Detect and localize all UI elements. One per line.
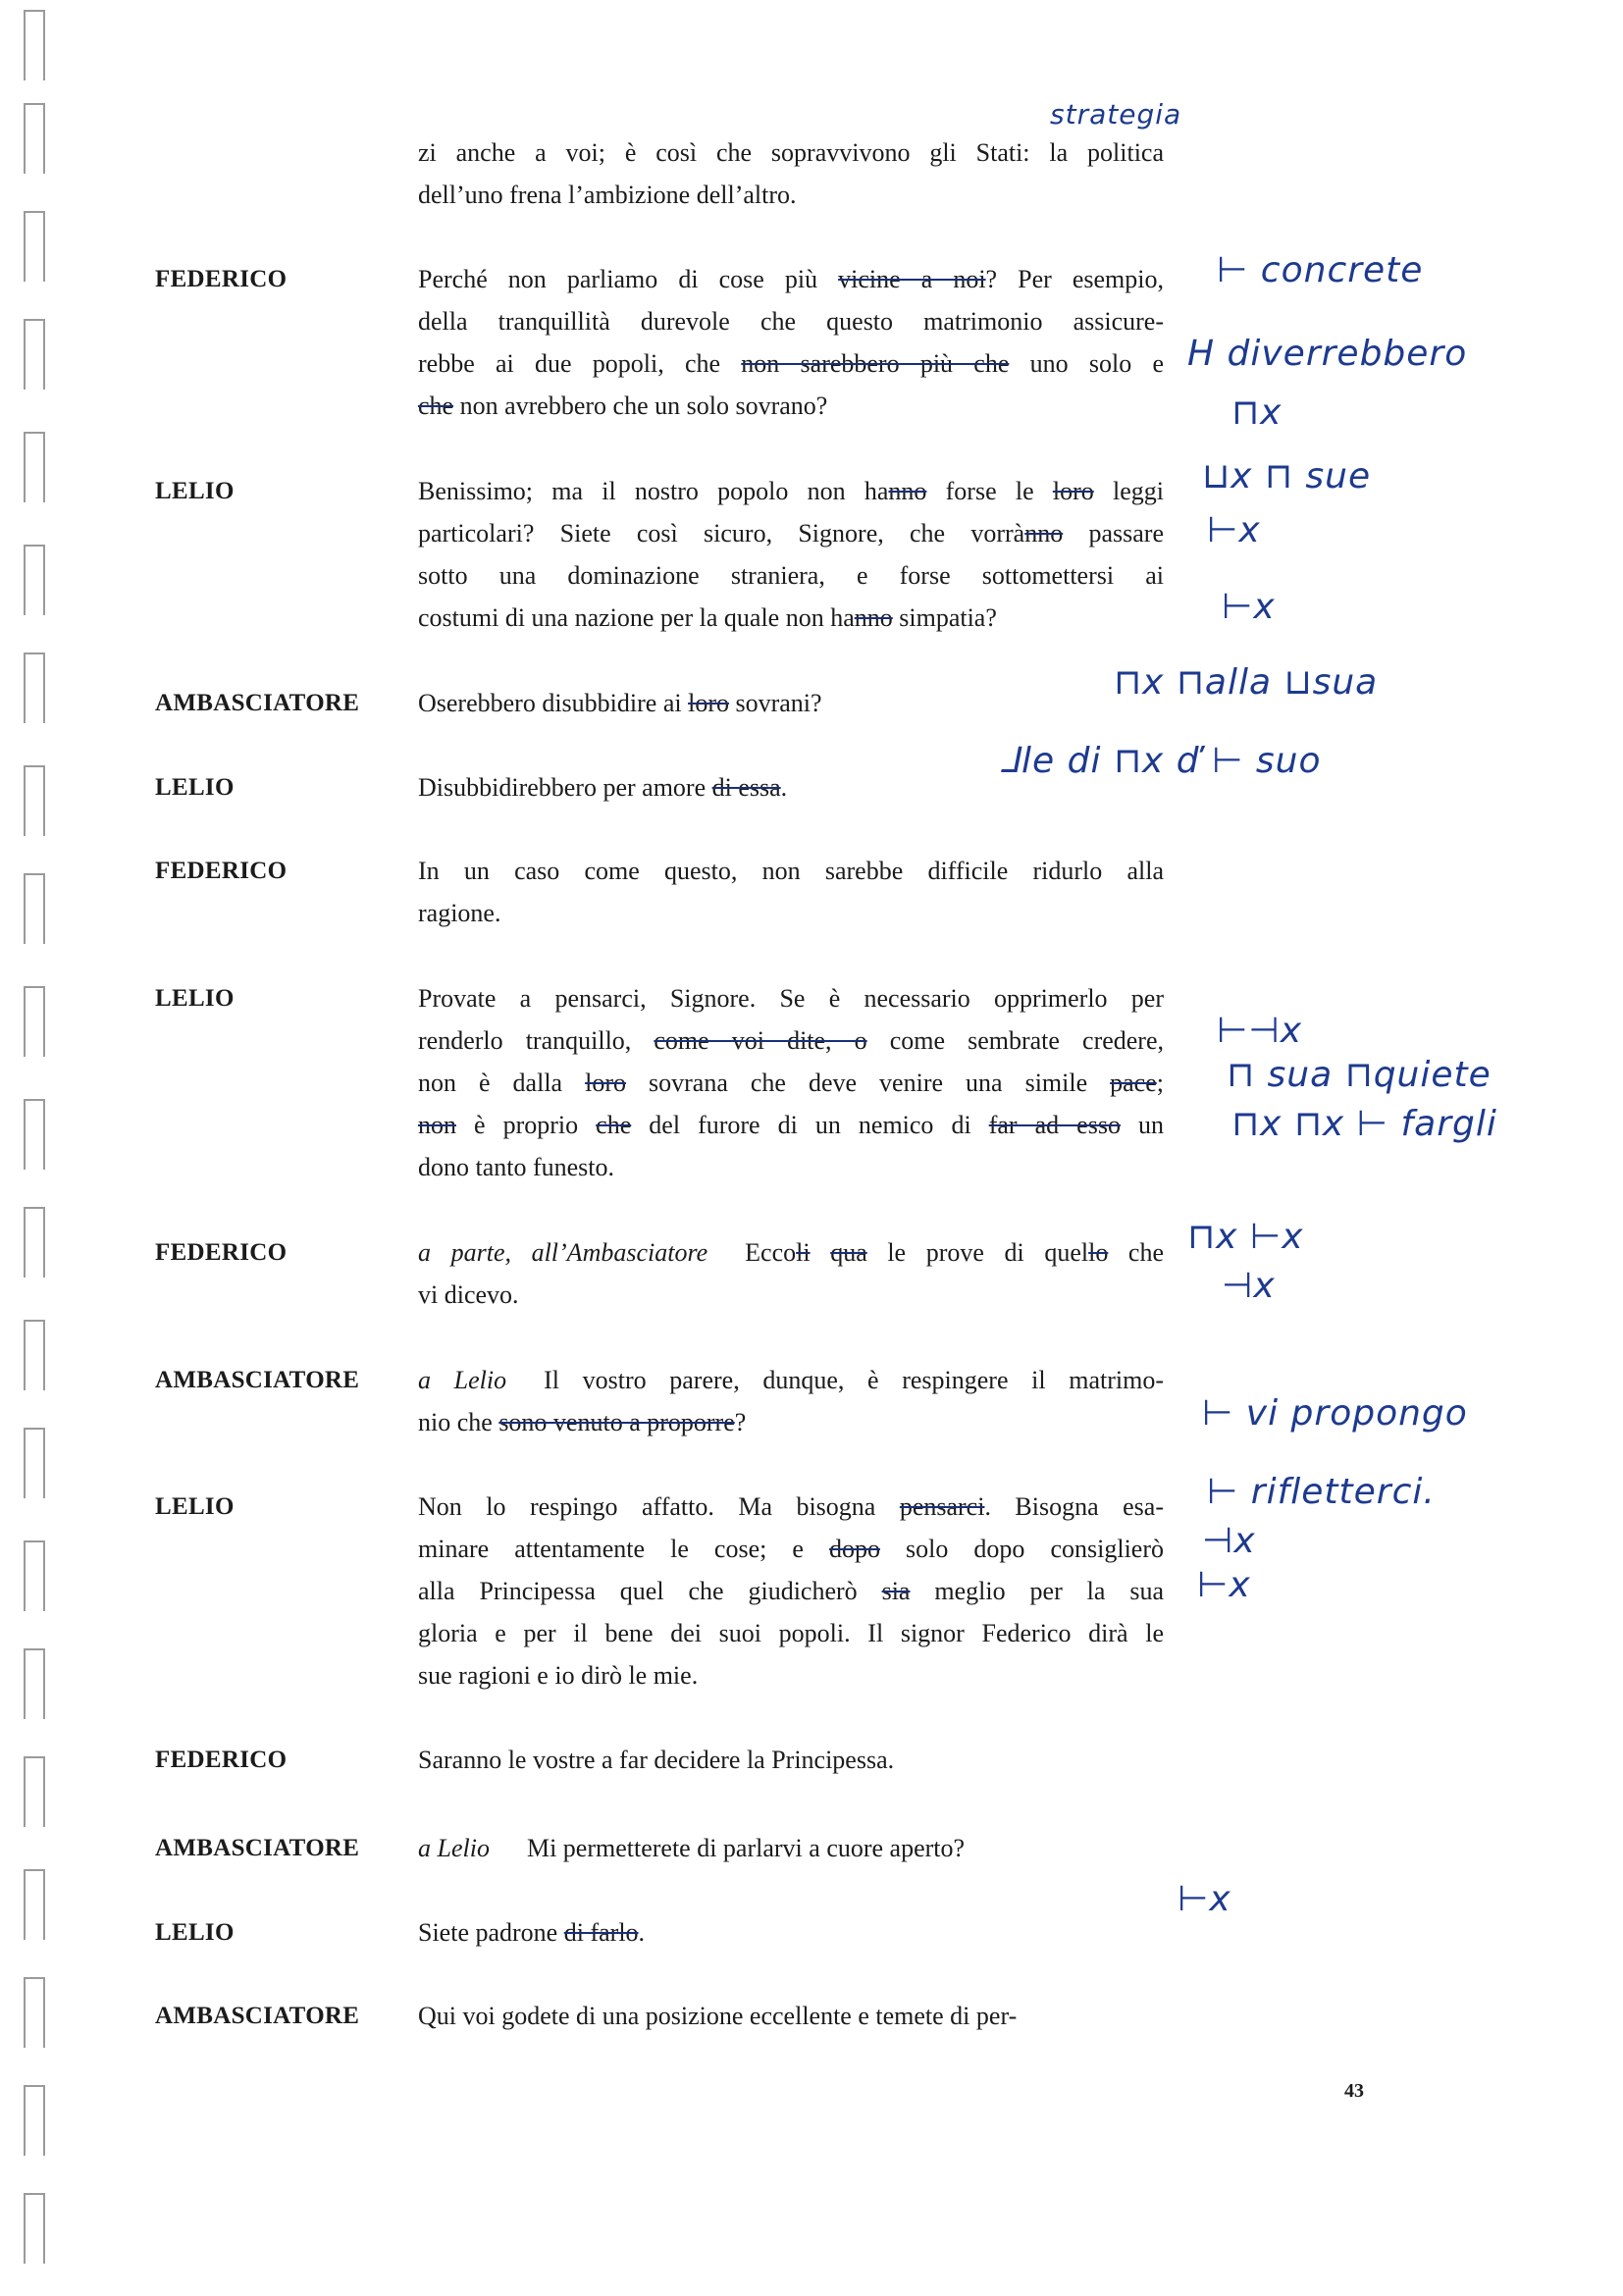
struck-text: non: [418, 1111, 456, 1139]
text-segment: .: [780, 773, 788, 802]
binding-hole-mark: [24, 1320, 45, 1390]
text-segment: sovrani?: [728, 689, 822, 717]
dialogue-text: [418, 470, 1164, 639]
handwritten-note: ⊢x: [1207, 510, 1261, 550]
struck-text: loro: [688, 689, 729, 717]
dialogue-text: [418, 1486, 1164, 1696]
text-segment: come sembrate credere,: [866, 1026, 1165, 1055]
text-line: [418, 597, 1164, 639]
text-line: [418, 131, 1164, 174]
struck-text: non sarebbero più che: [741, 349, 1010, 378]
text-segment: sovrana che deve venire una simile: [626, 1069, 1111, 1097]
text-line: [418, 1654, 1164, 1696]
text-segment: Provate a pensarci, Signore. Se è necessario opprimerlo per: [418, 984, 1164, 1013]
handwritten-note: ⊢ vi propongo: [1202, 1393, 1468, 1434]
text-segment: . Bisogna esa-: [984, 1492, 1164, 1521]
dialogue-text: [418, 1911, 1164, 1954]
handwritten-note: ⊓x ⊓x ⊢ fargli: [1231, 1104, 1497, 1144]
text-line: [418, 1274, 1164, 1316]
handwritten-note: ⊣x: [1202, 1521, 1256, 1561]
text-segment: della tranquillità durevole che questo matrimonio assicure-: [418, 307, 1164, 336]
text-segment: Mi permetterete di parlarvi a cuore aperto?: [526, 1834, 966, 1862]
dialogue-text: [418, 682, 1164, 724]
text-segment: leggi: [1093, 477, 1164, 505]
text-segment: ragione.: [418, 899, 501, 927]
dialogue-text: [418, 131, 1164, 216]
binding-hole-mark: [24, 103, 45, 174]
text-line: [418, 1359, 1164, 1401]
dialogue-text: [418, 258, 1164, 427]
text-segment: Non lo respingo affatto. Ma bisogna: [418, 1492, 900, 1521]
binding-hole-mark: [24, 10, 45, 80]
handwritten-note: ⊢⊣x: [1217, 1011, 1303, 1051]
text-segment: le prove di quel: [866, 1238, 1089, 1267]
struck-text: nno: [1024, 519, 1064, 548]
text-segment: simpatia?: [892, 603, 997, 632]
binding-hole-mark: [24, 1869, 45, 1940]
text-segment: sotto una dominazione straniera, e forse sottomettersi ai: [418, 561, 1164, 590]
text-segment: gloria e per il bene dei suoi popoli. Il signor Federico dirà le: [418, 1619, 1164, 1647]
text-line: [418, 1612, 1164, 1654]
text-segment: Disubbidirebbero per amore: [418, 773, 712, 802]
text-line: [418, 1062, 1164, 1104]
text-line: [418, 174, 1164, 216]
binding-hole-mark: [24, 1648, 45, 1719]
handwritten-note: ⊣x: [1222, 1266, 1276, 1306]
text-line: [418, 892, 1164, 934]
binding-hole-mark: [24, 2085, 45, 2156]
text-line: [418, 1019, 1164, 1062]
struck-text: far ad esso: [988, 1111, 1121, 1139]
dialogue-text: [418, 1231, 1164, 1316]
struck-text: pensarci: [899, 1492, 985, 1521]
text-segment: che: [1108, 1238, 1165, 1267]
struck-text: di essa: [711, 773, 781, 802]
text-segment: particolari? Siete così sicuro, Signore, che vorrà: [418, 519, 1025, 548]
text-line: [418, 385, 1164, 427]
handwritten-note: ⊔x ⊓ sue: [1202, 456, 1372, 496]
text-line: [418, 1528, 1164, 1570]
dialogue-text: [418, 850, 1164, 934]
text-segment: del furore di un nemico di: [631, 1111, 989, 1139]
text-segment: meglio per la sua: [910, 1577, 1164, 1605]
dialogue-text: [418, 977, 1164, 1188]
stage-direction: a Lelio: [418, 1366, 507, 1394]
text-segment: ;: [1156, 1069, 1164, 1097]
speaker-name: LELIO: [155, 478, 235, 504]
struck-text: qua: [830, 1238, 867, 1267]
dialogue-text: [418, 1827, 1164, 1869]
struck-text: loro: [585, 1069, 626, 1097]
binding-hole-mark: [24, 873, 45, 944]
speaker-name: AMBASCIATORE: [155, 2003, 360, 2029]
text-segment: costumi di una nazione per la quale non ha: [418, 603, 855, 632]
speaker-name: LELIO: [155, 774, 235, 801]
struck-text: di farlo: [563, 1918, 639, 1947]
binding-hole-mark: [24, 652, 45, 723]
page-number: 43: [1344, 2080, 1364, 2102]
dialogue-text: [418, 1739, 1164, 1781]
struck-text: che: [596, 1111, 632, 1139]
binding-hole-mark: [24, 765, 45, 836]
binding-hole-mark: [24, 319, 45, 390]
binding-hole-mark: [24, 211, 45, 282]
text-segment: passare: [1063, 519, 1165, 548]
binding-hole-mark: [24, 1540, 45, 1611]
dialogue-text: [418, 1359, 1164, 1443]
text-segment: zi anche a voi; è così che sopravvivono gli Stati: la politica: [418, 138, 1164, 167]
handwritten-note: ⅃le di ⊓x ď ⊢ suo: [1001, 741, 1322, 781]
text-segment: renderlo tranquillo,: [418, 1026, 654, 1055]
text-segment: Il vostro parere, dunque, è respingere il matrimo-: [544, 1366, 1164, 1394]
text-segment: In un caso come questo, non sarebbe difficile ridurlo alla: [418, 857, 1164, 885]
binding-hole-mark: [24, 1756, 45, 1827]
struck-text: dopo: [828, 1535, 880, 1563]
text-segment: ? Per esempio,: [985, 265, 1165, 293]
speaker-name: LELIO: [155, 1919, 235, 1946]
speaker-name: FEDERICO: [155, 266, 288, 292]
struck-text: loro: [1052, 477, 1094, 505]
struck-text: nno: [854, 603, 893, 632]
handwritten-note: ⊢x: [1178, 1879, 1231, 1919]
speaker-name: FEDERICO: [155, 858, 288, 884]
text-line: [418, 977, 1164, 1019]
text-segment: Qui voi godete di una posizione eccellente e temete di per-: [418, 2002, 1018, 2030]
dialogue-text: [418, 1995, 1164, 2037]
struck-text: sono venuto a proporre: [498, 1408, 735, 1436]
binding-hole-mark: [24, 1099, 45, 1170]
text-segment: forse le: [926, 477, 1053, 505]
struck-text: sia: [881, 1577, 911, 1605]
text-segment: Benissimo; ma il nostro popolo non ha: [418, 477, 889, 505]
speaker-name: LELIO: [155, 985, 235, 1012]
binding-hole-mark: [24, 432, 45, 502]
handwritten-note: ⊓ sua ⊓quiete: [1227, 1055, 1492, 1095]
text-segment: [811, 1238, 831, 1267]
binding-hole-mark: [24, 1207, 45, 1278]
text-segment: ?: [734, 1408, 747, 1436]
stage-direction: a Lelio: [418, 1834, 490, 1862]
stage-direction: a parte, all’Ambasciatore: [418, 1238, 708, 1267]
text-line: [418, 1995, 1164, 2037]
text-line: [418, 258, 1164, 300]
text-line: [418, 1231, 1164, 1274]
speaker-name: AMBASCIATORE: [155, 1367, 360, 1393]
text-line: [418, 342, 1164, 385]
struck-text: lo: [1088, 1238, 1109, 1267]
handwritten-note: ⊓x ⊢x: [1187, 1217, 1304, 1257]
text-line: [418, 1911, 1164, 1954]
binding-hole-mark: [24, 1977, 45, 2048]
speaker-name: FEDERICO: [155, 1747, 288, 1773]
text-segment: rebbe ai due popoli, che: [418, 349, 742, 378]
text-line: [418, 554, 1164, 597]
speaker-name: AMBASCIATORE: [155, 690, 360, 716]
text-line: [418, 1570, 1164, 1612]
binding-hole-mark: [24, 986, 45, 1057]
speaker-name: FEDERICO: [155, 1239, 288, 1266]
struck-text: li: [796, 1238, 811, 1267]
text-segment: dono tanto funesto.: [418, 1153, 615, 1181]
text-segment: non è dalla: [418, 1069, 586, 1097]
text-segment: Perché non parliamo di cose più: [418, 265, 839, 293]
text-segment: alla Principessa quel che giudicherò: [418, 1577, 882, 1605]
struck-text: nno: [888, 477, 927, 505]
speaker-name: LELIO: [155, 1493, 235, 1520]
text-segment: nio che: [418, 1408, 499, 1436]
handwritten-note: H diverrebbero: [1187, 334, 1468, 374]
text-segment: un: [1120, 1111, 1164, 1139]
handwritten-note: strategia: [1050, 98, 1182, 130]
handwritten-note: ⊓x ⊓alla ⊔sua: [1114, 662, 1379, 703]
text-segment: uno solo e: [1009, 349, 1165, 378]
text-line: [418, 1486, 1164, 1528]
struck-text: pace: [1110, 1069, 1157, 1097]
handwritten-note: ⊢ concrete: [1217, 250, 1424, 290]
text-line: [418, 470, 1164, 512]
text-line: [418, 850, 1164, 892]
text-line: [418, 1827, 1164, 1869]
text-segment: è proprio: [456, 1111, 597, 1139]
speaker-name: AMBASCIATORE: [155, 1835, 360, 1861]
text-segment: vi dicevo.: [418, 1280, 519, 1309]
handwritten-note: ⊢x: [1222, 587, 1276, 627]
text-segment: Siete padrone: [418, 1918, 564, 1947]
text-segment: solo dopo consiglierò: [879, 1535, 1164, 1563]
handwritten-note: ⊢x: [1197, 1565, 1251, 1605]
text-line: [418, 300, 1164, 342]
text-line: [418, 1401, 1164, 1443]
text-line: [418, 1146, 1164, 1188]
text-line: [418, 1104, 1164, 1146]
text-segment: sue ragioni e io dirò le mie.: [418, 1661, 699, 1690]
text-segment: .: [638, 1918, 646, 1947]
text-segment: non avrebbero che un solo sovrano?: [453, 391, 828, 420]
binding-hole-mark: [24, 545, 45, 615]
text-segment: dell’uno frena l’ambizione dell’altro.: [418, 181, 797, 209]
text-segment: Saranno le vostre a far decidere la Principessa.: [418, 1746, 895, 1774]
handwritten-note: ⊢ rifletterci.: [1207, 1472, 1436, 1512]
binding-hole-mark: [24, 1428, 45, 1498]
handwritten-note: ⊓x: [1231, 392, 1283, 433]
text-line: [418, 512, 1164, 554]
text-segment: Oserebbero disubbidire ai: [418, 689, 689, 717]
struck-text: vicine a noi: [838, 265, 986, 293]
struck-text: che: [418, 391, 454, 420]
text-segment: minare attentamente le cose; e: [418, 1535, 829, 1563]
text-segment: Ecco: [745, 1238, 797, 1267]
struck-text: come voi dite, o: [654, 1026, 867, 1055]
binding-hole-mark: [24, 2193, 45, 2264]
text-line: [418, 1739, 1164, 1781]
text-line: [418, 682, 1164, 724]
